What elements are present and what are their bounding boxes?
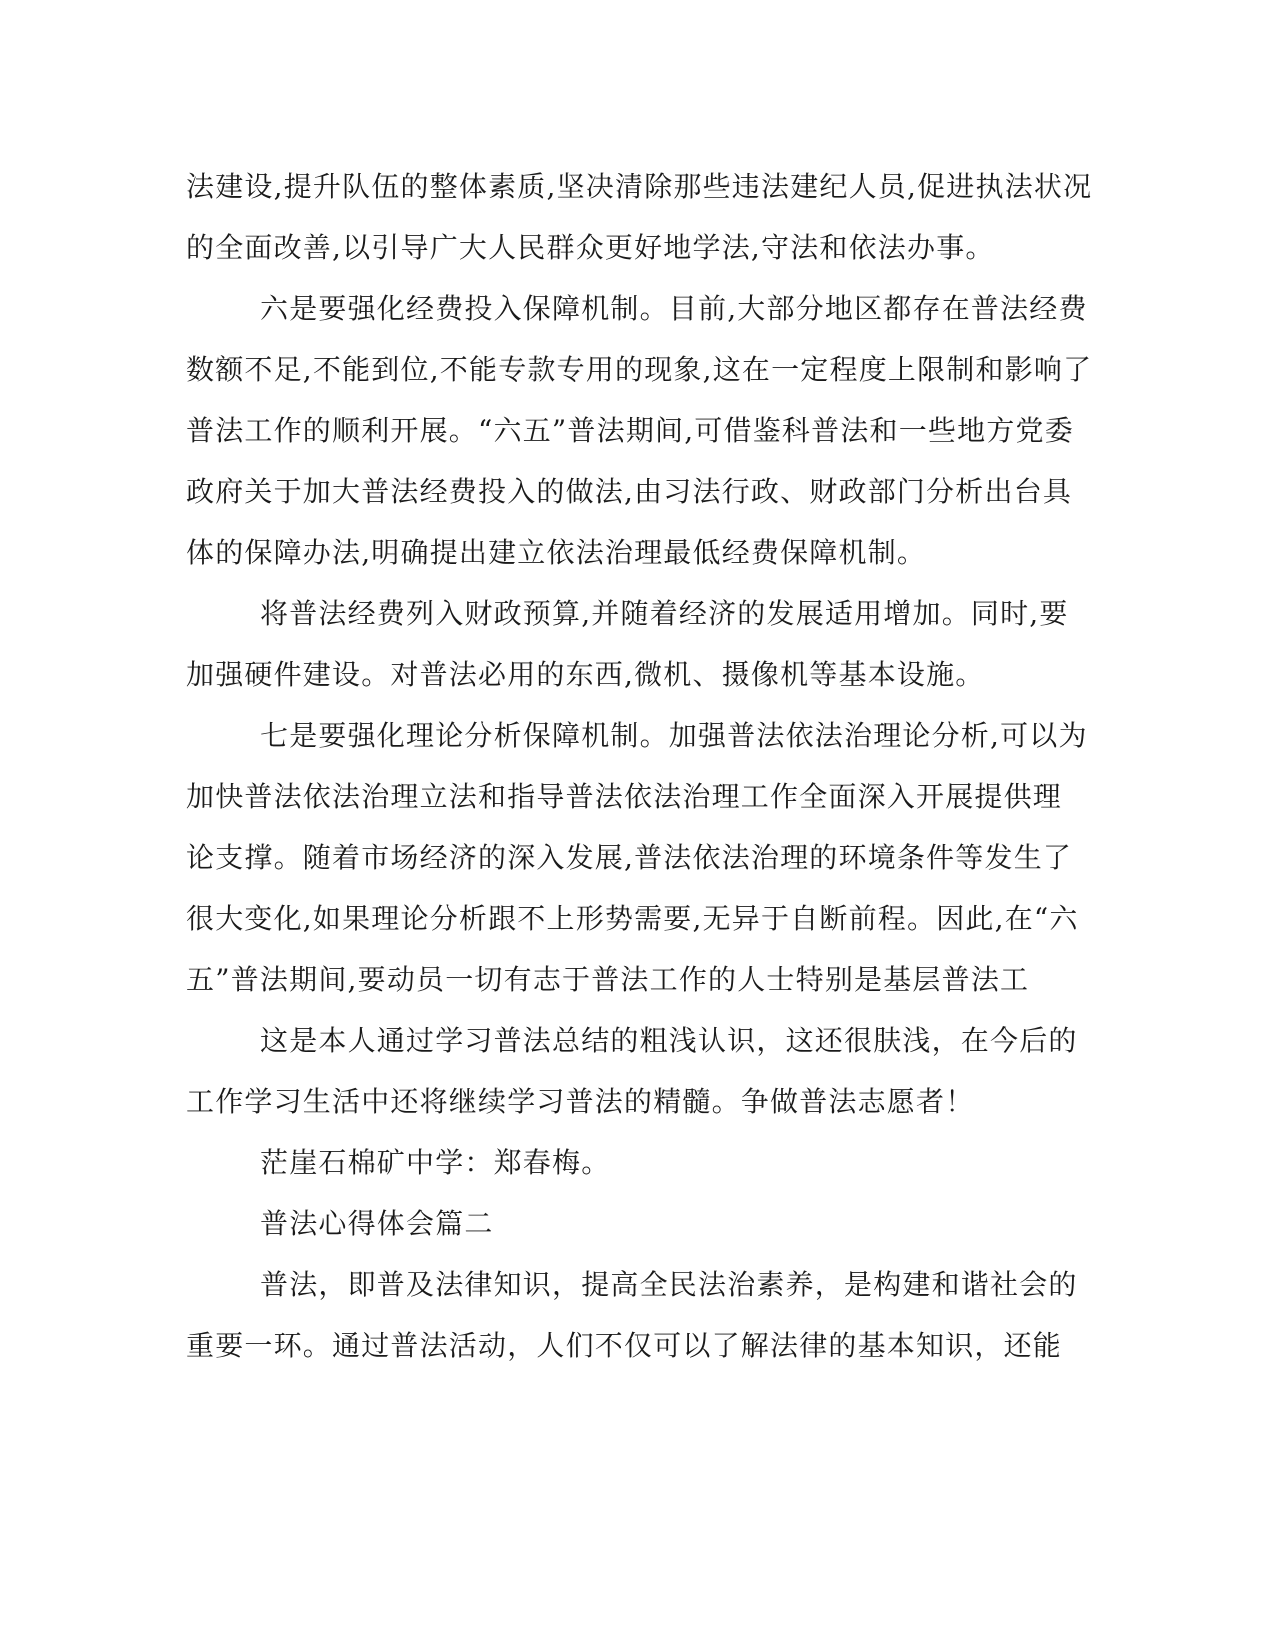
text-line: 五”普法期间,要动员一切有志于普法工作的人士特别是基层普法工 [186,963,1030,996]
text-line: 的全面改善,以引导广大人民群众更好地学法,守法和依法办事。 [186,231,995,264]
text-line: 七是要强化理论分析保障机制。加强普法依法治理论分析,可以为 [260,719,1088,752]
text-line: 普法工作的顺利开展。“六五”普法期间,可借鉴科普法和一些地方党委 [186,414,1074,447]
text-line: 工作学习生活中还将继续学习普法的精髓。争做普法志愿者！ [186,1085,975,1118]
text-line: 这是本人通过学习普法总结的粗浅认识，这还很肤浅，在今后的 [260,1024,1078,1057]
text-line: 加快普法依法治理立法和指导普法依法治理工作全面深入开展提供理 [186,780,1063,813]
document-body [186,156,1093,1376]
author-line: 茫崖石棉矿中学：郑春梅。 [260,1146,611,1179]
text-line: 六是要强化经费投入保障机制。目前,大部分地区都存在普法经费 [260,292,1088,325]
text-line: 将普法经费列入财政预算,并随着经济的发展适用增加。同时,要 [260,597,1069,630]
text-line: 政府关于加大普法经费投入的做法,由习法行政、财政部门分析出台具 [186,475,1073,508]
text-line: 体的保障办法,明确提出建立依法治理最低经费保障机制。 [186,536,927,569]
text-line: 很大变化,如果理论分析跟不上形势需要,无异于自断前程。因此,在“六 [186,902,1079,935]
text-line: 论支撑。随着市场经济的深入发展,普法依法治理的环境条件等发生了 [186,841,1073,874]
text-line: 数额不足,不能到位,不能专款专用的现象,这在一定程度上限制和影响了 [186,353,1093,386]
text-line: 普法，即普及法律知识，提高全民法治素养，是构建和谐社会的 [260,1268,1078,1301]
section-heading: 普法心得体会篇二 [260,1207,494,1240]
text-line: 法建设,提升队伍的整体素质,坚决清除那些违法建纪人员,促进执法状况 [186,170,1093,203]
text-line: 重要一环。通过普法活动，人们不仅可以了解法律的基本知识，还能 [186,1329,1063,1362]
text-line: 加强硬件建设。对普法必用的东西,微机、摄像机等基本设施。 [186,658,985,691]
